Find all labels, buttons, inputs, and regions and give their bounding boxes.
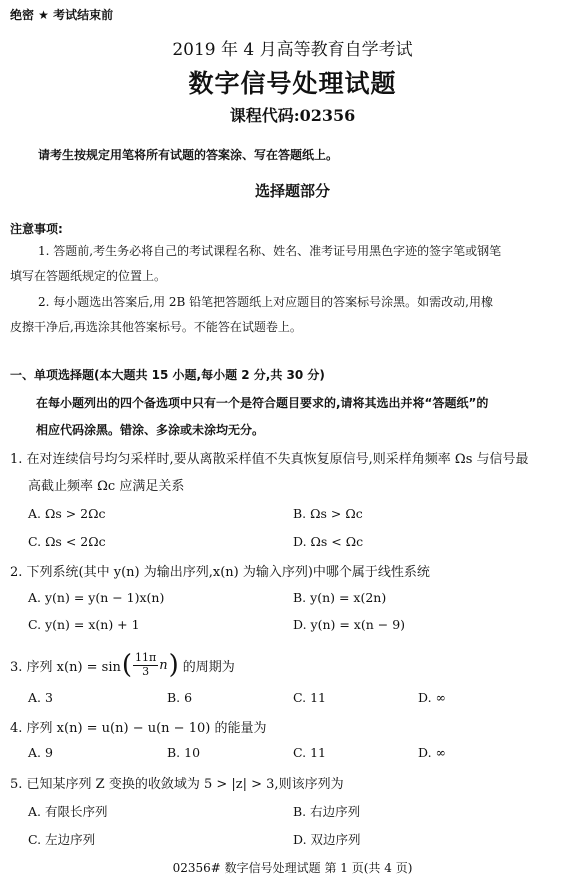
question-3-prefix: 3. 序列 x(n) = sin: [10, 659, 121, 675]
note-1-line-1: 1. 答题前,考生务必将自己的考试课程名称、姓名、准考证号用黑色字迹的签字笔或钢笔: [38, 244, 502, 258]
section-title: 选择题部分: [254, 182, 330, 200]
question-2-stem: 2. 下列系统(其中 y(n) 为输出序列,x(n) 为输入序列)中哪个属于线性系统: [10, 565, 430, 580]
note-2-line-1: 2. 每小题选出答案后,用 2B 铅笔把答题纸上对应题目的答案标号涂黑。如需改动,用橡: [38, 295, 493, 309]
question-3-suffix: 的周期为: [182, 659, 235, 675]
question-4-option-b: B. 10: [167, 745, 201, 760]
question-1-option-c: C. Ωs < 2Ωc: [28, 534, 106, 549]
question-4-option-c: C. 11: [293, 745, 326, 760]
fraction-denominator: 3: [142, 664, 150, 678]
question-3-stem: [10, 647, 235, 683]
question-4-option-d: D. ∞: [418, 745, 446, 760]
question-1-option-a: A. Ωs > 2Ωc: [28, 506, 106, 521]
exam-title: 数字信号处理试题: [188, 69, 397, 98]
question-2-option-c: C. y(n) = x(n) + 1: [28, 617, 140, 632]
question-3-variable: n: [159, 657, 168, 673]
question-4-stem: 4. 序列 x(n) = u(n) − u(n − 10) 的能量为: [10, 721, 267, 736]
question-1-line-1: 1. 在对连续信号均匀采样时,要从离散采样值不失真恢复原信号,则采样角频率 Ωs 与信号最: [10, 452, 529, 467]
notes-heading: 注意事项:: [10, 222, 63, 236]
part1-heading: 一、单项选择题(本大题共 15 小题,每小题 2 分,共 30 分): [10, 368, 325, 382]
question-5-stem: 5. 已知某序列 Z 变换的收敛域为 5 > |z| > 3,则该序列为: [10, 777, 344, 792]
note-2-line-2: 皮擦干净后,再选涂其他答案标号。不能答在试题卷上。: [10, 320, 302, 334]
question-5-option-b: B. 右边序列: [293, 804, 361, 819]
question-1-option-d: D. Ωs < Ωc: [293, 534, 364, 549]
instruction: 请考生按规定用笔将所有试题的答案涂、写在答题纸上。: [38, 148, 339, 162]
question-5-option-d: D. 双边序列: [293, 832, 361, 847]
question-3-option-a: A. 3: [28, 690, 53, 705]
question-3-fraction: [133, 652, 158, 678]
question-2-option-d: D. y(n) = x(n − 9): [293, 617, 406, 632]
right-paren-glyph: ): [168, 650, 179, 680]
part1-desc-line-1: 在每小题列出的四个备选项中只有一个是符合题目要求的,请将其选出并将“答题纸”的: [36, 396, 489, 410]
exam-session: 2019 年 4 月高等教育自学考试: [172, 40, 413, 60]
question-5-option-a: A. 有限长序列: [28, 804, 108, 819]
question-1-line-2: 高截止频率 Ωc 应满足关系: [28, 479, 185, 494]
course-code: 课程代码:02356: [229, 106, 356, 125]
note-1-line-2: 填写在答题纸规定的位置上。: [10, 269, 167, 283]
question-3-option-d: D. ∞: [418, 690, 446, 705]
question-4-option-a: A. 9: [28, 745, 53, 760]
question-2-option-a: A. y(n) = y(n − 1)x(n): [28, 590, 165, 605]
question-1-option-b: B. Ωs > Ωc: [293, 506, 363, 521]
part1-desc-line-2: 相应代码涂黑。错涂、多涂或未涂均无分。: [36, 423, 265, 437]
question-2-option-b: B. y(n) = x(2n): [293, 590, 387, 605]
question-3-option-c: C. 11: [293, 690, 326, 705]
left-paren-glyph: (: [121, 650, 133, 680]
question-3-option-b: B. 6: [167, 690, 193, 705]
page-footer: 02356# 数字信号处理试题 第 1 页(共 4 页): [172, 861, 413, 875]
secret-mark: 绝密 ★ 考试结束前: [10, 8, 114, 22]
question-5-option-c: C. 左边序列: [28, 832, 96, 847]
fraction-numerator: 11π: [135, 650, 157, 664]
